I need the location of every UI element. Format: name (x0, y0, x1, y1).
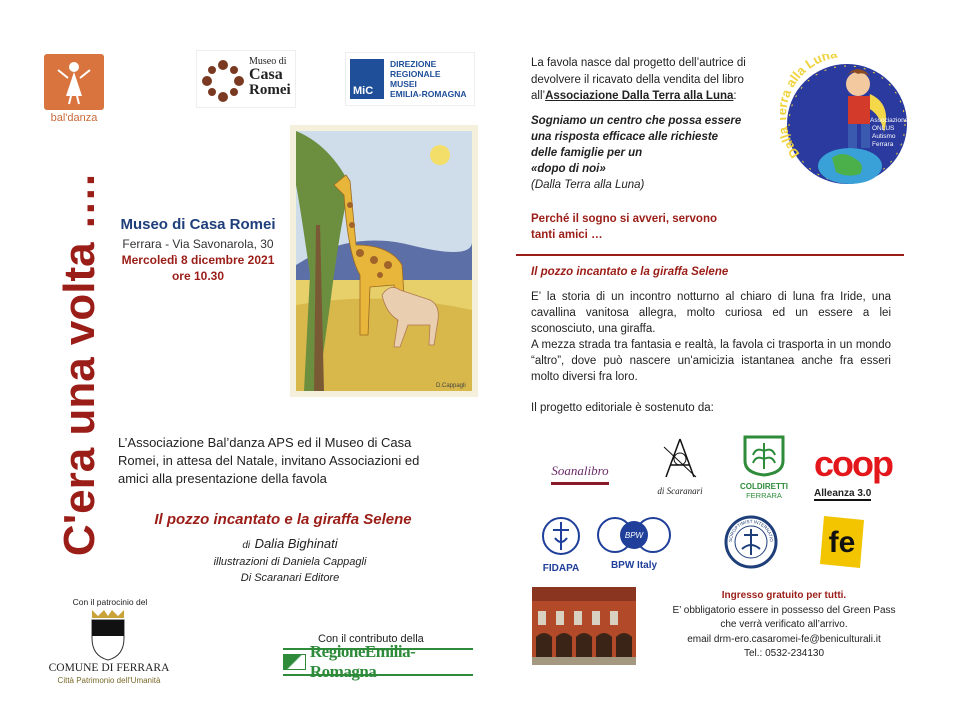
dream-line-1: Perché il sogno si avveri, servono (531, 213, 717, 225)
quote-line-1: Sogniamo un centro che possa essere (531, 115, 742, 127)
greenpass-line-1: E’ obbligatorio essere in possesso del Green Pass (672, 604, 896, 616)
painting-signature: D.Cappagli (436, 383, 466, 389)
coop-sub: Alleanza 3.0 (814, 488, 872, 499)
fidapa-emblem-icon (541, 514, 581, 558)
coop-text: coop (814, 443, 892, 484)
child-icon (846, 72, 870, 96)
comune-name: COMUNE DI FERRARA (48, 662, 170, 674)
baldanza-logo-text: bal'danza (50, 112, 98, 124)
venue-block (108, 216, 288, 283)
venue-name: Museo di Casa Romei (120, 216, 276, 233)
museo-logo (196, 50, 296, 108)
intro-colon: : (733, 90, 737, 102)
bpw-emblem-icon (595, 515, 673, 555)
book-title: Il pozzo incantato e la giraffa Selene (154, 511, 412, 528)
bpw-text: BPW Italy (610, 560, 658, 571)
sponsor-scaranari (650, 437, 710, 501)
bpw-ring-text: BPW (624, 531, 644, 540)
sun-icon (430, 145, 450, 165)
intro-text: L’Associazione Bal’danza APS ed il Museo di Casa Romei, in attesa del Natale, invitano Associazioni ed amici alla presentazione della favola (118, 435, 420, 486)
mic-line3: MUSEI (390, 79, 417, 89)
sponsor-bpw (594, 515, 674, 575)
sponsor-coldiretti (734, 433, 794, 505)
greenpass-line-2: che verrà verificato all’arrivo. (720, 619, 848, 630)
dalla-terra-logo (780, 54, 914, 188)
story-paragraph-1: E’ la storia di un incontro notturno al chiaro di luna fra Iride, una cavallina vanitosa allegra, molto curiosa ed un essere a lei sconosciuto, una giraffa. (531, 291, 891, 335)
fe-text: fe (828, 526, 856, 559)
contact-email[interactable]: email drm-ero.casaromei-fe@beniculturali.it (687, 633, 881, 645)
section-divider (516, 254, 904, 256)
venue-address: Ferrara - Via Savonarola, 30 (122, 237, 274, 251)
mic-logo (345, 52, 475, 106)
sponsor-fe (816, 512, 868, 572)
museo-logo-line3: Romei (249, 82, 291, 98)
mic-abbr-text: MiC (353, 85, 374, 97)
sponsor-coop (814, 445, 900, 501)
museo-logo-line1: Museo di (249, 56, 287, 67)
dtl-line1: Associazione (870, 117, 909, 124)
coldiretti-emblem-icon (741, 433, 787, 477)
giraffe-painting (290, 125, 478, 397)
dtl-line3: Autismo (872, 133, 896, 140)
illustrations-credit: illustrazioni di Daniela Cappagli (213, 556, 367, 568)
mic-line1: DIREZIONE (390, 59, 437, 69)
quote-line-3: delle famiglie per un (531, 147, 643, 159)
quote-line-4: «dopo di noi» (531, 163, 606, 175)
dancer-icon (44, 54, 104, 110)
mic-line4: EMILIA-ROMAGNA (390, 89, 467, 99)
mic-line2: REGIONALE (390, 69, 441, 79)
dream-line-2: tanti amici … (531, 229, 603, 241)
right-intro-text: La favola nasce dal progetto dell’autrice di devolvere il ricavato della vendita del libro all’ (531, 57, 746, 102)
fidapa-text: FIDAPA (542, 563, 580, 574)
coldiretti-text: COLDIRETTI (740, 482, 788, 491)
author-prefix: di (242, 540, 251, 551)
publisher: Di Scaranari Editore (240, 572, 340, 584)
soanalibro-text: Soanalibro (551, 462, 609, 478)
soroptimist-textpath: SOROPTIMIST INTERNATIO (727, 518, 775, 543)
event-date: Mercoledì 8 dicembre 2021 (121, 253, 275, 267)
dtl-line2: ONLUS (872, 125, 895, 132)
comune-crest-icon (84, 608, 132, 662)
story-paragraph-2: A mezza strada tra fantasia e realtà, la favola ci trasporta in un mondo “altro”, dove può nascere un'amicizia istantanea anche fra esseri molto diversi fra loro. (531, 339, 891, 383)
courtyard-photo (532, 587, 636, 665)
patronage-label: Con il patrocinio del (72, 597, 148, 607)
comune-subtitle: Città Patrimonio dell'Umanità (57, 676, 161, 685)
association-name: Associazione Dalla Terra alla Luna (545, 90, 734, 102)
contribution-label: Con il contributo della (318, 633, 424, 645)
free-entry: Ingresso gratuito per tutti. (721, 590, 847, 601)
right-intro (531, 55, 773, 105)
quote-source: (Dalla Terra alla Luna) (531, 179, 645, 191)
dream-text (531, 211, 771, 243)
quote-line-2: una risposta efficace alle richieste (531, 131, 719, 143)
scaranari-emblem-icon (660, 437, 700, 481)
quote-block (531, 113, 771, 193)
story-body (531, 289, 891, 385)
coldiretti-city: FERRARA (746, 491, 782, 500)
event-time: ore 10.30 (171, 269, 225, 283)
mic-emblem (350, 59, 384, 99)
info-block (642, 589, 926, 662)
museo-flower-icon (201, 59, 245, 103)
story-title: Il pozzo incantato e la giraffa Selene (531, 266, 729, 278)
author-line (160, 535, 420, 553)
regione-logo (283, 642, 473, 681)
sponsor-fidapa (536, 514, 586, 576)
contact-phone: Tel.: 0532-234130 (743, 648, 825, 659)
museo-logo-line2: Casa (249, 66, 283, 83)
dtl-line4: Ferrara (872, 141, 894, 148)
vertical-title: C'era una volta …. (55, 173, 104, 557)
baldanza-logo (44, 54, 104, 128)
dtl-arc-textpath: Dal alla Lun (780, 54, 832, 162)
regione-flag-icon (283, 654, 306, 670)
sponsor-soanalibro (540, 455, 620, 491)
scaranari-text: di Scaranari (657, 486, 703, 496)
author-name: Dalia Bighinati (254, 536, 338, 551)
sponsor-soroptimist (724, 515, 778, 569)
support-label: Il progetto editoriale è sostenuto da: (531, 402, 714, 414)
regione-logo-text: RegioneEmilia-Romagna (309, 642, 416, 681)
